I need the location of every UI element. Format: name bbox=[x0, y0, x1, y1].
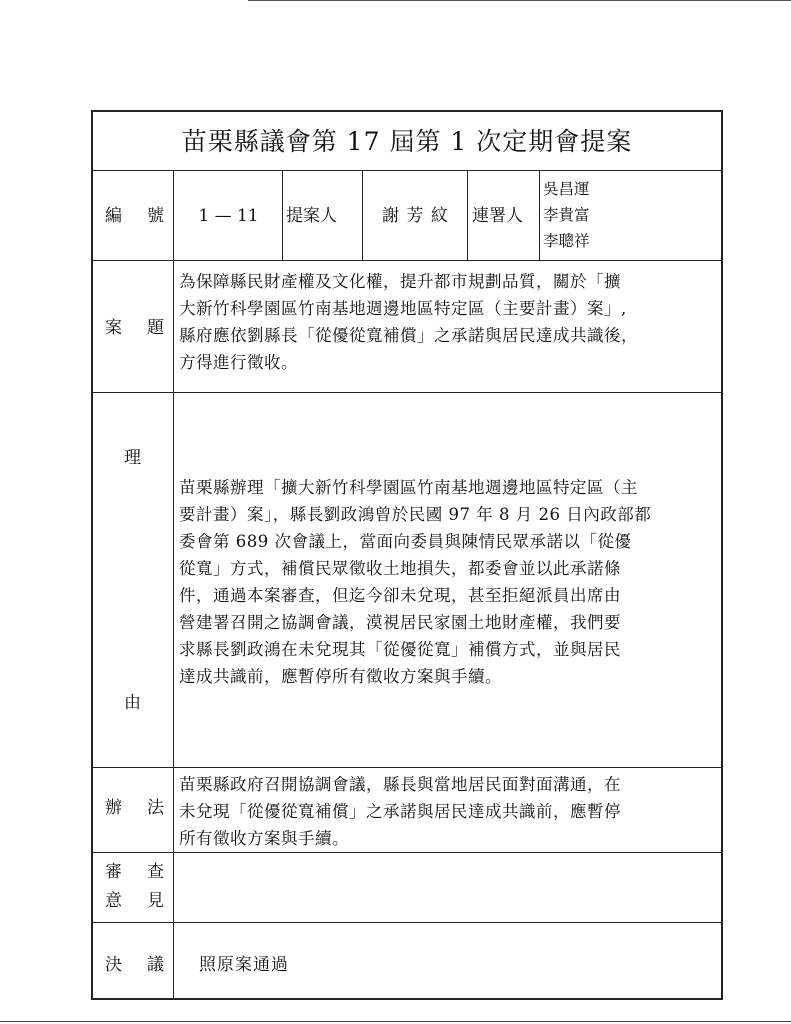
cell-divider bbox=[282, 170, 283, 260]
label-review-char2: 查 bbox=[147, 862, 164, 882]
reason-line: 件，通過本案審查，但迄今卻未兌現，甚至拒絕派員出席由 bbox=[179, 586, 621, 605]
label-number-char2: 號 bbox=[147, 206, 164, 226]
label-review-char3: 意 bbox=[105, 891, 122, 911]
proposal-form bbox=[91, 110, 723, 1000]
label-subject-char2: 題 bbox=[147, 318, 164, 338]
label-resolution-char2: 議 bbox=[147, 955, 164, 975]
cosigner-label: 連署人 bbox=[472, 206, 523, 226]
reason-line: 達成共識前，應暫停所有徵收方案與手續。 bbox=[179, 667, 502, 686]
reason-text bbox=[179, 474, 651, 690]
cosigner-name: 李聰祥 bbox=[543, 232, 590, 250]
reason-line: 苗栗縣辦理「擴大新竹科學園區竹南基地週邊地區特定區（主 bbox=[179, 478, 638, 497]
label-reason-char2: 由 bbox=[124, 693, 141, 713]
cell-divider bbox=[467, 170, 468, 260]
label-subject-char1: 案 bbox=[105, 318, 122, 338]
reason-line: 求縣長劉政鴻在未兌現其「從優從寬」補償方式，並與居民 bbox=[179, 640, 621, 659]
label-review-char1: 審 bbox=[105, 862, 122, 882]
page-top-rule bbox=[248, 0, 791, 1]
label-method-char2: 法 bbox=[147, 798, 164, 818]
resolution-text: 照原案通過 bbox=[199, 955, 289, 975]
page-bottom-rule bbox=[0, 1021, 791, 1022]
subject-line: 大新竹科學園區竹南基地週邊地區特定區（主要計畫）案」, bbox=[179, 299, 627, 318]
reason-line: 從寬」方式，補償民眾徵收土地損失，都委會並以此承諾條 bbox=[179, 559, 621, 578]
label-number-char1: 編 bbox=[105, 206, 122, 226]
reason-line: 營建署召開之協調會議，漠視居民家園土地財產權，我們要 bbox=[179, 613, 621, 632]
cosigner-name: 李貴富 bbox=[543, 206, 590, 224]
method-line: 所有徵收方案與手續。 bbox=[179, 829, 349, 848]
reason-line: 委會第 689 次會議上，當面向委員與陳情民眾承諾以「從優 bbox=[179, 532, 632, 551]
subject-line: 為保障縣民財產權及文化權，提升都市規劃品質，關於「擴 bbox=[179, 272, 621, 291]
reason-line: 要計畫）案」，縣長劉政鴻曾於民國 97 年 8 月 26 日內政部都 bbox=[179, 505, 652, 524]
subject-line: 縣府應依劉縣長「從優從寬補償」之承諾與居民達成共識後， bbox=[179, 326, 638, 345]
form-title: 苗栗縣議會第 17 屆第 1 次定期會提案 bbox=[181, 127, 633, 156]
cell-divider bbox=[362, 170, 363, 260]
method-text bbox=[179, 771, 621, 852]
label-reason-char1: 理 bbox=[124, 448, 141, 468]
label-method-char1: 辦 bbox=[105, 798, 122, 818]
row-divider bbox=[93, 922, 721, 923]
subject-line: 方得進行徵收。 bbox=[179, 353, 298, 372]
row-divider bbox=[93, 767, 721, 768]
method-line: 苗栗縣政府召開協調會議，縣長與當地居民面對面溝通，在 bbox=[179, 775, 621, 794]
method-line: 未兌現「從優從寬補償」之承諾與居民達成共識前，應暫停 bbox=[179, 802, 621, 821]
subject-text bbox=[179, 268, 638, 376]
cosigner-name: 吳昌運 bbox=[543, 180, 590, 198]
proposer-label: 提案人 bbox=[286, 206, 337, 226]
proposer-name: 謝 芳 紋 bbox=[382, 206, 449, 226]
row-divider bbox=[93, 392, 721, 393]
label-resolution-char1: 決 bbox=[105, 955, 122, 975]
row-divider bbox=[93, 852, 721, 853]
label-review-char4: 見 bbox=[147, 891, 164, 911]
proposal-number: 1 — 11 bbox=[198, 206, 259, 226]
label-column-divider bbox=[173, 170, 174, 998]
row-divider bbox=[93, 260, 721, 261]
row-divider bbox=[93, 170, 721, 171]
cell-divider bbox=[539, 170, 540, 260]
